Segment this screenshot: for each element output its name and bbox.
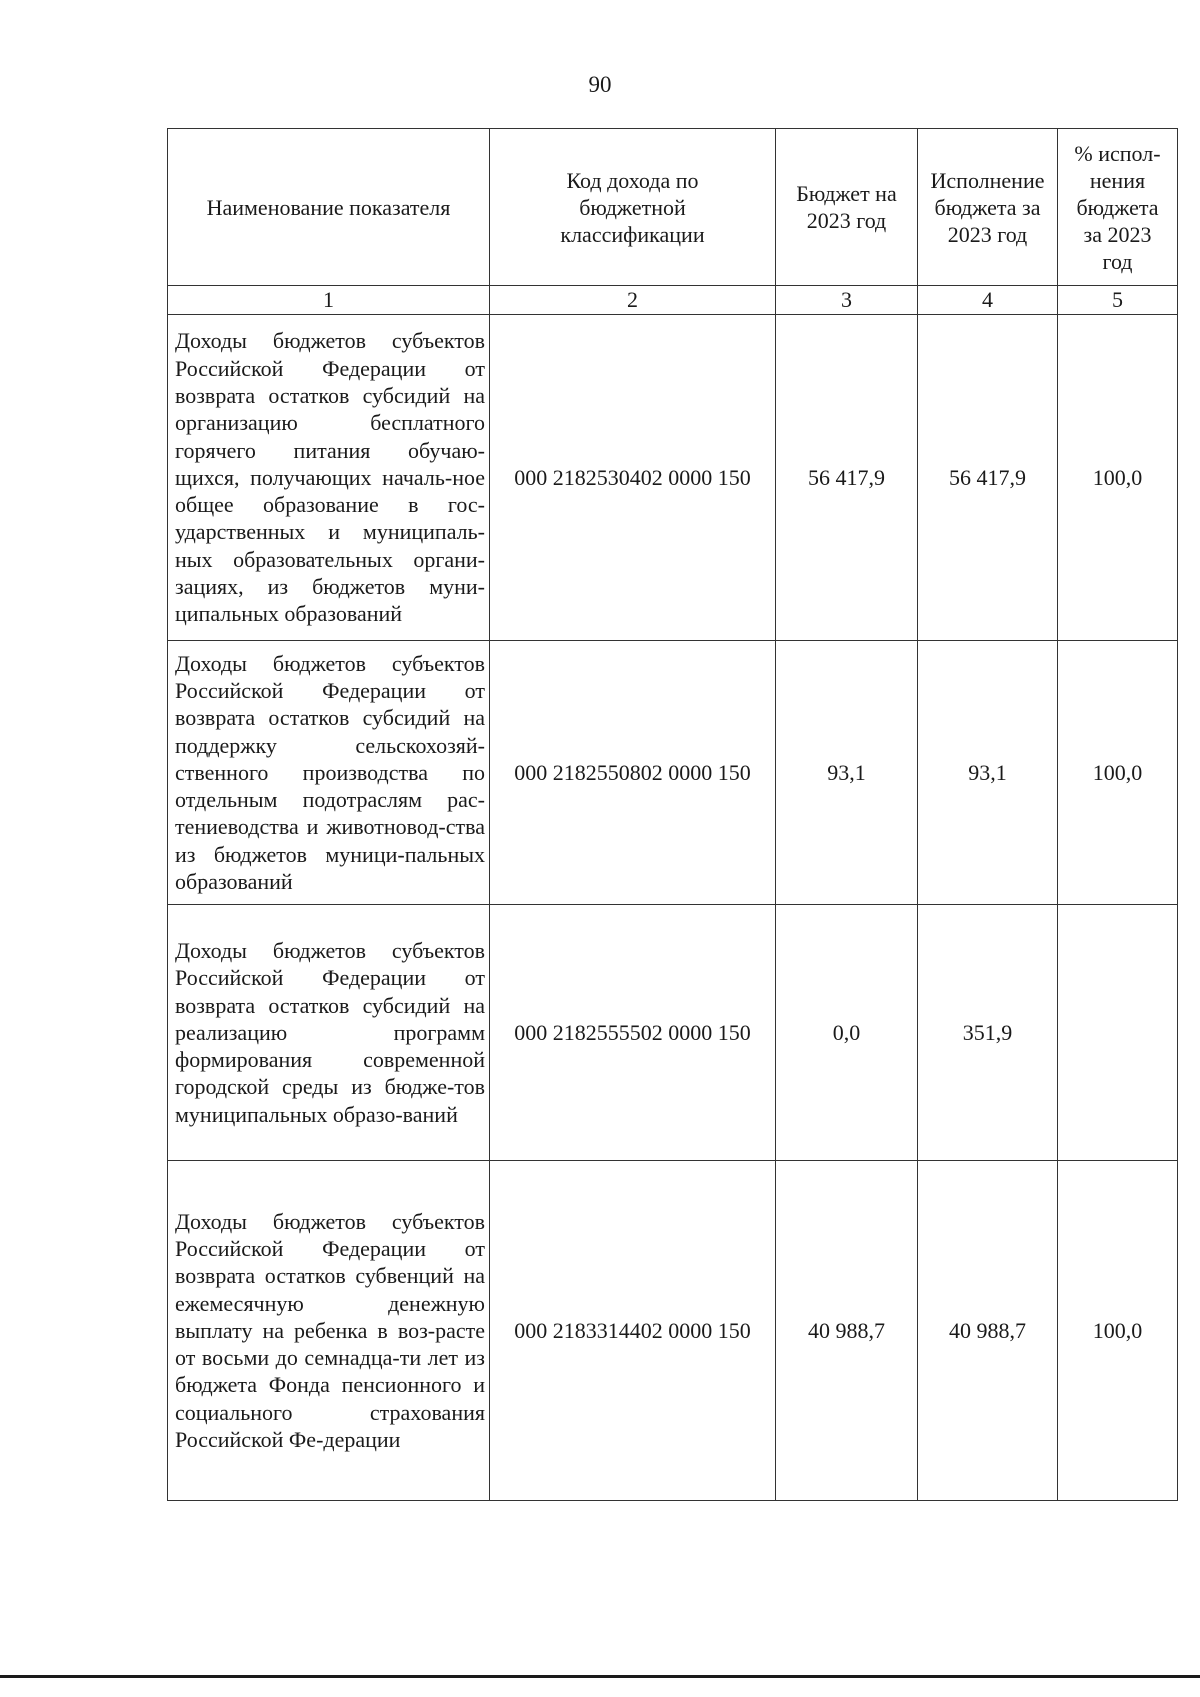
row-percent <box>1058 905 1178 1161</box>
row-code: 000 2182555502 0000 150 <box>490 905 776 1161</box>
column-number: 2 <box>490 286 776 315</box>
bottom-rule <box>0 1675 1200 1678</box>
row-budget: 40 988,7 <box>776 1161 918 1501</box>
header-execution: Исполнение бюджета за 2023 год <box>918 129 1058 286</box>
row-name: Доходы бюджетов субъектов Российской Федерации от возврата остатков субвенций на ежемесячную денежную выплату на ребенка в воз-расте от восьми до семнадца-ти лет из бюджета Фонда пенсионного и социального страхования Российской Фе-дерации <box>168 1161 490 1501</box>
row-percent: 100,0 <box>1058 641 1178 905</box>
row-name: Доходы бюджетов субъектов Российской Федерации от возврата остатков субсидий на организацию бесплатного горячего питания обучаю-щихся, получающих началь-ное общее образование в гос-ударственных и муниципаль-ных образовательных органи-зациях, из бюджетов муни-ципальных образований <box>168 315 490 641</box>
budget-table <box>167 128 1178 1501</box>
row-code: 000 2182550802 0000 150 <box>490 641 776 905</box>
header-code: Код дохода по бюджетной классификации <box>490 129 776 286</box>
table-row <box>168 905 1178 1161</box>
table-row <box>168 1161 1178 1501</box>
header-name: Наименование показателя <box>168 129 490 286</box>
header-row <box>168 129 1178 286</box>
column-number: 3 <box>776 286 918 315</box>
column-number: 5 <box>1058 286 1178 315</box>
column-number: 4 <box>918 286 1058 315</box>
table-row <box>168 315 1178 641</box>
row-execution: 351,9 <box>918 905 1058 1161</box>
column-number-row <box>168 286 1178 315</box>
row-budget: 93,1 <box>776 641 918 905</box>
row-execution: 56 417,9 <box>918 315 1058 641</box>
header-budget: Бюджет на 2023 год <box>776 129 918 286</box>
row-execution: 93,1 <box>918 641 1058 905</box>
header-percent: % испол-нения бюджета за 2023 год <box>1058 129 1178 286</box>
row-code: 000 2182530402 0000 150 <box>490 315 776 641</box>
row-percent: 100,0 <box>1058 1161 1178 1501</box>
table-row <box>168 641 1178 905</box>
row-execution: 40 988,7 <box>918 1161 1058 1501</box>
page-number: 90 <box>588 72 612 97</box>
row-name: Доходы бюджетов субъектов Российской Федерации от возврата остатков субсидий на поддержку сельскохозяй-ственного производства по отдельным подотраслям рас-тениеводства и животновод-ства из бюджетов муници-пальных образований <box>168 641 490 905</box>
row-budget: 0,0 <box>776 905 918 1161</box>
column-number: 1 <box>168 286 490 315</box>
row-code: 000 2183314402 0000 150 <box>490 1161 776 1501</box>
row-budget: 56 417,9 <box>776 315 918 641</box>
row-percent: 100,0 <box>1058 315 1178 641</box>
row-name: Доходы бюджетов субъектов Российской Федерации от возврата остатков субсидий на реализацию программ формирования современной городской среды из бюдже-тов муниципальных образо-ваний <box>168 905 490 1161</box>
